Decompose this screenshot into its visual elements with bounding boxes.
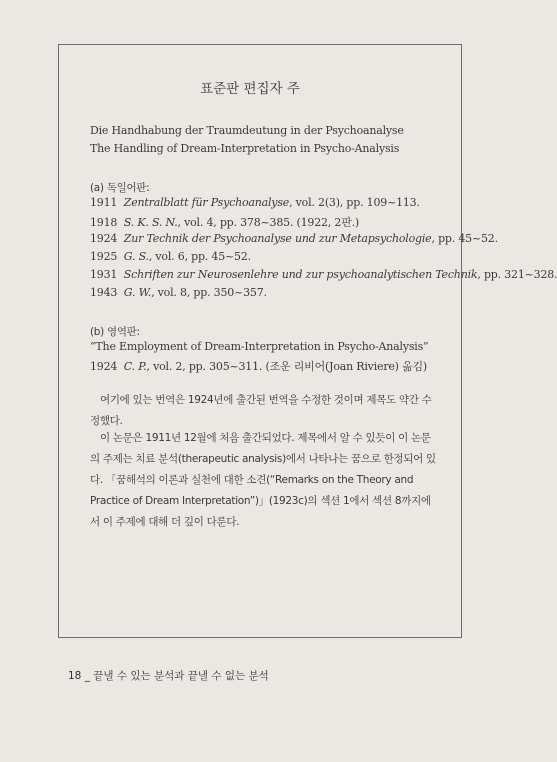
german-entry [90,286,267,299]
german-entry [90,250,251,263]
entry-year: 1918 [90,216,118,229]
german-edition-label: (a) 독일어판: [90,182,150,194]
german-entry [90,214,359,230]
entry-rest: , pp. 321~328. [477,268,557,281]
entry-year: 1943 [90,286,118,299]
entry-year: 1925 [90,250,118,263]
german-entry [90,232,498,245]
entry-rest: , vol. 6, pp. 45~52. [148,250,251,263]
entry-work: Zur Technik der Psychoanalyse und zur Metapsychologie [123,232,432,245]
entry-rest: , vol. 2, pp. 305~311. (조운 리비어(Joan Riviere) 옮김) [146,360,428,373]
page-title: 표준판 편집자 주 [200,81,300,97]
publication-note-paragraph: 이 논문은 1911년 12월에 처음 출간되었다. 제목에서 알 수 있듯이 이 논문의 주제는 치료 분석(therapeutic analysis)에서 나타나는 꿈으로 한정되어 있다. 「꿈해석의 이론과 실천에 대한 소견(“Remarks on the Theory and Practice of Dream Interpretation”)」(1923c)의 섹션 1에서 섹션 8까지에서 이 주제에 대해 더 깊이 다룬다. [90,432,436,528]
entry-rest: , vol. 8, pp. 350~357. [151,286,267,299]
entry-year: 1911 [90,196,118,209]
translation-note-paragraph: 여기에 있는 번역은 1924년에 출간된 번역을 수정한 것이며 제목도 약간 수정했다. [90,394,432,427]
english-edition-label: (b) 영역판: [90,326,140,338]
entry-rest: , vol. 2(3), pp. 109~113. [289,196,420,209]
entry-work: C. P. [123,360,147,373]
entry-work: G. S. [123,250,149,263]
entry-work: Zentralblatt für Psychoanalyse [123,196,290,209]
entry-year: 1931 [90,268,118,281]
heading-german: Die Handhabung der Traumdeutung in der Psychoanalyse [90,124,404,137]
english-entry [90,358,427,374]
page-footer: 18 _ 끝낼 수 있는 분석과 끝낼 수 없는 분석 [68,670,269,682]
entry-work: S. K. S. N. [123,216,178,229]
entry-work: Schriften zur Neurosenlehre und zur psychoanalytischen Technik [123,268,478,281]
entry-rest: , vol. 4, pp. 378~385. (1922, 2판.) [177,216,360,229]
german-entry [90,268,557,281]
entry-year: 1924 [90,360,118,373]
entry-rest: , pp. 45~52. [431,232,498,245]
entry-work: G. W. [123,286,152,299]
heading-english: The Handling of Dream-Interpretation in Psycho-Analysis [90,142,400,155]
entry-year: 1924 [90,232,118,245]
english-title-line: “The Employment of Dream-Interpretation in Psycho-Analysis” [90,340,429,353]
german-entry [90,196,420,209]
